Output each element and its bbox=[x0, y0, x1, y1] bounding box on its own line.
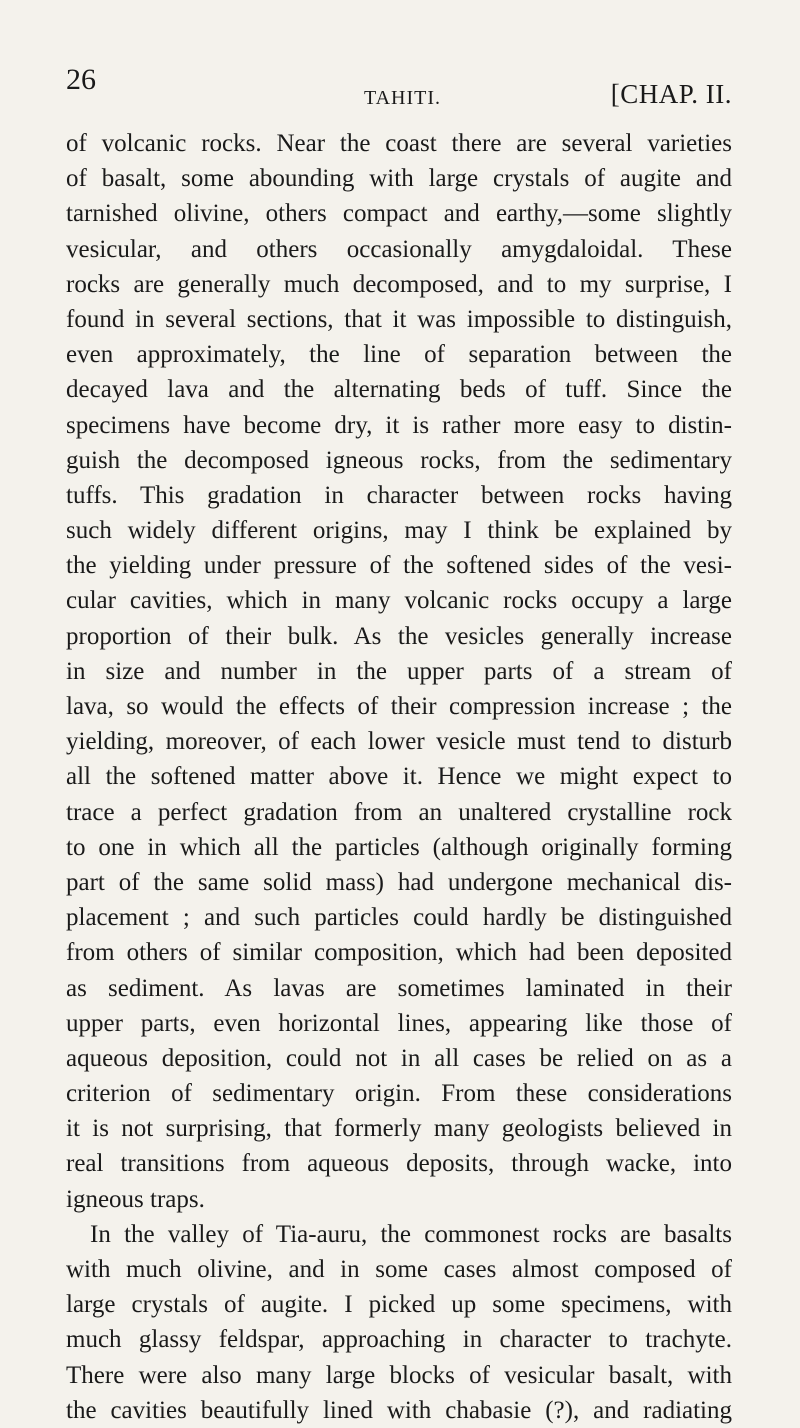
text-line: such widely different origins, may I think be explained by bbox=[66, 517, 732, 545]
text-line: as sediment. As lavas are sometimes laminated in their bbox=[66, 974, 732, 1002]
text-line: with much olivine, and in some cases almost composed of bbox=[66, 1256, 732, 1283]
text-line: in size and number in the upper parts of a stream of bbox=[66, 657, 732, 685]
text-line: tarnished olivine, others compact and earthy,—some slightly bbox=[66, 200, 732, 228]
text-line: part of the same solid mass) had undergone mechanical dis- bbox=[66, 868, 732, 896]
text-line: large crystals of augite. I picked up some specimens, with bbox=[66, 1291, 732, 1319]
text-line: yielding, moreover, of each lower vesicle must tend to disturb bbox=[66, 728, 732, 756]
text-line: rocks are generally much decomposed, and to my surprise, I bbox=[66, 270, 732, 298]
text-line: real transitions from aqueous deposits, through wacke, into bbox=[66, 1150, 732, 1178]
text-line: all the softened matter above it. Hence we might expect to bbox=[66, 763, 732, 791]
text-line: much glassy feldspar, approaching in character to trachyte. bbox=[66, 1326, 732, 1354]
text-line: There were also many large blocks of vesicular basalt, with bbox=[66, 1361, 732, 1389]
text-line: guish the decomposed igneous rocks, from the sedimentary bbox=[66, 446, 732, 474]
text-line: proportion of their bulk. As the vesicles generally increase bbox=[66, 622, 732, 650]
text-line: cular cavities, which in many volcanic rocks occupy a large bbox=[66, 587, 732, 615]
text-line: from others of similar composition, which had been deposited bbox=[66, 939, 732, 967]
text-line: upper parts, even horizontal lines, appearing like those of bbox=[66, 1009, 732, 1037]
text-line: it is not surprising, that formerly many geologists believed in bbox=[66, 1115, 732, 1143]
text-line: of volcanic rocks. Near the coast there are several varieties bbox=[66, 130, 732, 157]
body-text bbox=[66, 126, 732, 1428]
text-line: of basalt, some abounding with large crystals of augite and bbox=[66, 165, 732, 193]
text-line: In the valley of Tia-auru, the commonest rocks are basalts bbox=[90, 1220, 732, 1248]
text-line: the cavities beautifully lined with chabasie (?), and radiating bbox=[66, 1396, 732, 1424]
chapter-reference: [CHAP. II. bbox=[610, 79, 732, 109]
text-line: aqueous deposition, could not in all cases be relied on as a bbox=[66, 1044, 732, 1072]
page-number: 26 bbox=[66, 63, 96, 96]
text-line: placement ; and such particles could hardly be distinguished bbox=[66, 904, 732, 932]
text-line: specimens have become dry, it is rather more easy to distin- bbox=[66, 411, 732, 439]
text-line: even approximately, the line of separation between the bbox=[66, 341, 732, 369]
text-line: tuffs. This gradation in character between rocks having bbox=[66, 481, 732, 509]
text-line: igneous traps. bbox=[66, 1185, 205, 1213]
text-line: decayed lava and the alternating beds of tuff. Since the bbox=[66, 376, 732, 404]
text-line: found in several sections, that it was impossible to distinguish, bbox=[66, 305, 732, 333]
text-line: trace a perfect gradation from an unaltered crystalline rock bbox=[66, 798, 732, 826]
page-header bbox=[66, 62, 732, 109]
text-line: criterion of sedimentary origin. From these considerations bbox=[66, 1080, 732, 1108]
text-line: lava, so would the effects of their compression increase ; the bbox=[66, 693, 732, 720]
text-line: vesicular, and others occasionally amygdaloidal. These bbox=[66, 235, 732, 263]
text-line: to one in which all the particles (although originally forming bbox=[66, 833, 732, 861]
running-title: TAHITI. bbox=[364, 87, 442, 109]
text-line: the yielding under pressure of the softened sides of the vesi- bbox=[66, 552, 732, 580]
